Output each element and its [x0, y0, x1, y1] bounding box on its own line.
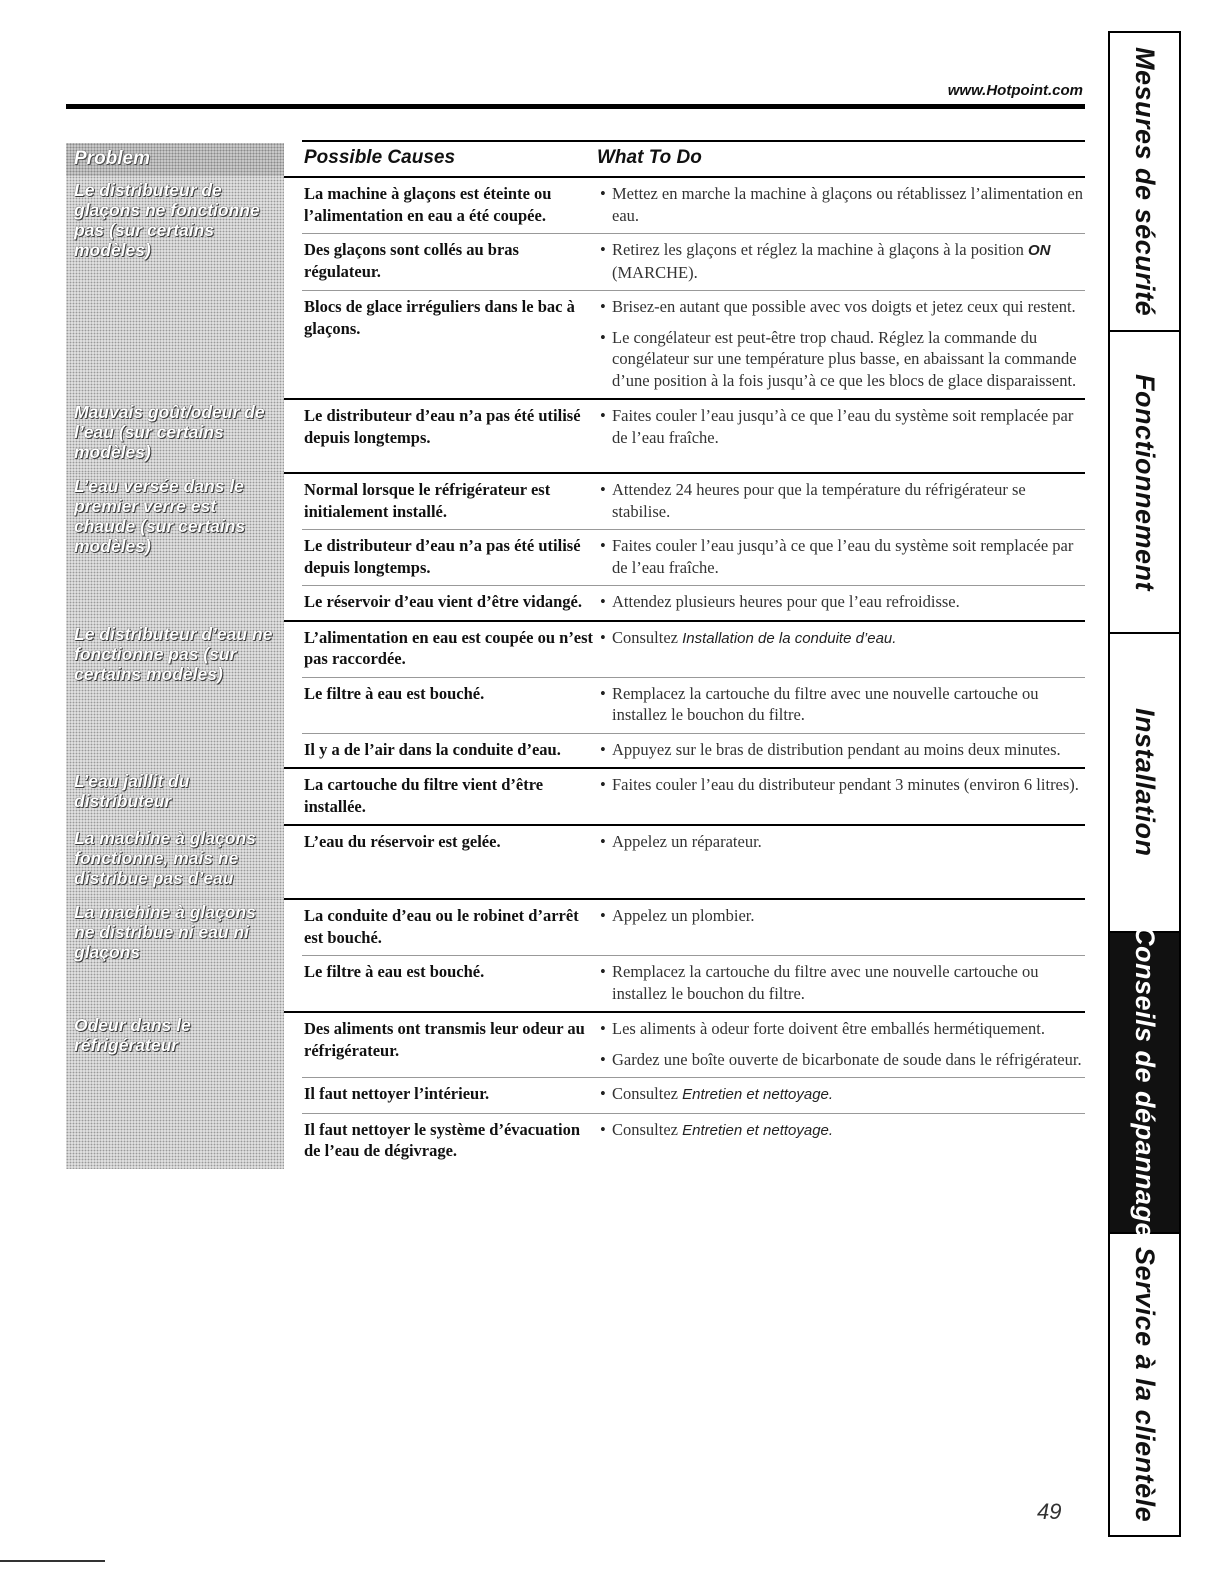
on-setting: ON	[1028, 242, 1051, 259]
todo-cell	[598, 1119, 1085, 1162]
table-row	[302, 1113, 1085, 1169]
footer-rule	[0, 1560, 105, 1562]
problem-group	[66, 1011, 1085, 1169]
tab-mesures-de-securite[interactable]	[1110, 33, 1179, 332]
cause-text: Il faut nettoyer l’intérieur.	[304, 1084, 490, 1103]
cause-text: Il faut nettoyer le système d’évacuation de l’eau de dégivrage.	[304, 1119, 581, 1160]
table-row	[302, 733, 1085, 768]
problem-cell	[66, 898, 284, 1011]
todo-cell	[598, 296, 1085, 391]
problem-cell	[66, 824, 284, 898]
problem-column-header	[66, 143, 284, 176]
troubleshooting-table	[66, 140, 1085, 1169]
problem-cell	[66, 1011, 284, 1169]
tab-conseils-de-depannage[interactable]	[1110, 926, 1179, 1239]
problem-group	[66, 620, 1085, 768]
problem-label: La machine à glaçons fonctionne, mais ne distribue pas d’eau	[74, 828, 256, 888]
problem-header-label: Problem	[74, 148, 151, 169]
todo-cell	[598, 183, 1085, 226]
todo-text: Faites couler l’eau jusqu’à ce que l’eau du système soit remplacée par de l’eau fraîche.	[612, 536, 1074, 577]
top-rule	[66, 104, 1085, 109]
problem-label: La machine à glaçons ne distribue ni eau ni glaçons	[74, 902, 256, 962]
problem-group	[66, 176, 1085, 398]
cause-text: Des glaçons sont collés au bras régulateur.	[304, 240, 519, 281]
table-row	[302, 622, 1085, 677]
page-number: 49	[1037, 1499, 1062, 1524]
todo-column-header: What To Do	[597, 147, 702, 168]
todo-text: Brisez-en autant que possible avec vos doigts et jetez ceux qui restent.	[612, 297, 1076, 316]
problem-group	[66, 898, 1085, 1011]
todo-cell	[598, 405, 1085, 465]
table-row	[302, 900, 1085, 955]
todo-text: Le congélateur est peut-être trop chaud. Réglez la commande du congélateur sur une température plus basse, en abaissant la commande d’une position à la fois jusqu’à ce que les blocs de glace disparaissent.	[612, 327, 1077, 390]
table-row	[302, 677, 1085, 733]
todo-text: Faites couler l’eau jusqu’à ce que l’eau du système soit remplacée par de l’eau fraîche.	[612, 406, 1074, 447]
problem-group	[66, 472, 1085, 620]
problem-group	[66, 767, 1085, 824]
tab-label: Installation	[1130, 708, 1160, 857]
table-row	[302, 178, 1085, 233]
todo-cell	[598, 683, 1085, 726]
cause-text: Normal lorsque le réfrigérateur est initialement installé.	[304, 480, 551, 521]
problem-cell	[66, 176, 284, 398]
todo-text: Retirez les glaçons et réglez la machine à glaçons à la position	[612, 240, 1029, 259]
cause-text: La machine à glaçons est éteinte ou l’alimentation en eau a été coupée.	[304, 184, 552, 225]
table-header	[66, 140, 1085, 176]
todo-text: Appelez un réparateur.	[612, 832, 762, 851]
causes-column-header: Possible Causes	[304, 147, 456, 168]
problem-label: L’eau jaillit du distributeur	[74, 771, 190, 811]
problem-group	[66, 824, 1085, 898]
cause-text: Le filtre à eau est bouché.	[304, 683, 485, 703]
tab-label: Fonctionnement	[1130, 373, 1160, 591]
table-row	[302, 585, 1085, 620]
tab-service-a-la-clientele[interactable]	[1110, 1234, 1179, 1535]
cause-text: Le réservoir d’eau vient d’être vidangé.	[304, 592, 583, 611]
table-row	[302, 400, 1085, 472]
cause-text: Le distributeur d’eau n’a pas été utilisé depuis longtemps.	[304, 536, 581, 577]
problem-label: Odeur dans le réfrigérateur	[74, 1015, 191, 1055]
todo-cell	[598, 239, 1085, 283]
table-row	[302, 826, 1085, 898]
problem-label: L’eau versée dans le premier verre est chaude (sur certains modèles)	[74, 476, 246, 556]
cause-text: La conduite d’eau ou le robinet d’arrêt est bouché.	[304, 906, 579, 947]
problem-cell	[66, 767, 284, 824]
section-reference: Entretien et nettoyage.	[682, 1086, 834, 1103]
todo-text: Attendez 24 heures pour que la température du réfrigérateur se stabilise.	[612, 480, 1026, 521]
todo-text: Gardez une boîte ouverte de bicarbonate de soude dans le réfrigérateur.	[612, 1049, 1082, 1069]
todo-cell	[598, 905, 1085, 948]
tab-installation[interactable]	[1110, 634, 1179, 933]
table-row	[302, 290, 1085, 398]
todo-cell	[598, 831, 1085, 891]
todo-text: Appelez un plombier.	[612, 906, 755, 925]
todo-cell	[598, 627, 1085, 670]
table-row	[302, 769, 1085, 824]
cause-text: Des aliments ont transmis leur odeur au réfrigérateur.	[304, 1019, 585, 1060]
todo-cell	[598, 774, 1085, 817]
todo-text: Consultez	[612, 1084, 683, 1103]
tab-label: Mesures de sécurité	[1130, 46, 1160, 317]
todo-text: Les aliments à odeur forte doivent être emballés hermétiquement.	[612, 1019, 1045, 1038]
todo-cell	[598, 1083, 1085, 1106]
table-row	[302, 233, 1085, 290]
todo-text: (MARCHE).	[612, 262, 698, 282]
todo-cell	[598, 535, 1085, 578]
table-row	[302, 1013, 1085, 1077]
problem-cell	[66, 620, 284, 768]
cause-text: La cartouche du filtre vient d’être installée.	[304, 775, 544, 816]
table-row	[302, 474, 1085, 529]
todo-text: Mettez en marche la machine à glaçons ou rétablissez l’alimentation en eau.	[612, 184, 1083, 225]
todo-text: Appuyez sur le bras de distribution pendant au moins deux minutes.	[612, 739, 1061, 759]
todo-text: Attendez plusieurs heures pour que l’eau refroidisse.	[612, 592, 960, 611]
section-reference: Installation de la conduite d’eau.	[682, 629, 897, 647]
problem-label: Le distributeur d’eau ne fonctionne pas (sur certains modèles)	[74, 623, 273, 684]
tab-label: Service à la clientèle	[1130, 1246, 1160, 1523]
section-reference: Entretien et nettoyage.	[682, 1121, 834, 1139]
tab-fonctionnement[interactable]	[1110, 332, 1179, 634]
problem-label: Mauvais goût/odeur de l’eau (sur certains modèles)	[74, 402, 265, 462]
table-row	[302, 955, 1085, 1011]
header-rule	[302, 140, 1085, 142]
todo-cell	[598, 961, 1085, 1004]
problem-cell	[66, 472, 284, 620]
section-tabs	[1108, 31, 1181, 1537]
website-url: www.Hotpoint.com	[947, 82, 1083, 99]
cause-text: Il y a de l’air dans la conduite d’eau.	[304, 739, 561, 759]
todo-cell	[598, 591, 1085, 613]
problem-group	[66, 398, 1085, 472]
todo-text: Consultez	[612, 627, 683, 647]
cause-text: Blocs de glace irréguliers dans le bac à glaçons.	[304, 297, 575, 338]
cause-text: Le distributeur d’eau n’a pas été utilisé depuis longtemps.	[304, 406, 581, 447]
todo-text: Faites couler l’eau du distributeur pendant 3 minutes (environ 6 litres).	[612, 775, 1079, 794]
cause-text: L’alimentation en eau est coupée ou n’est pas raccordée.	[304, 627, 594, 668]
problem-cell	[66, 398, 284, 472]
todo-cell	[598, 739, 1085, 761]
problem-label: Le distributeur de glaçons ne fonctionne pas (sur certains modèles)	[74, 180, 260, 260]
table-row	[302, 529, 1085, 585]
table-row	[302, 1077, 1085, 1113]
todo-text: Consultez	[612, 1119, 683, 1139]
cause-text: Le filtre à eau est bouché.	[304, 962, 485, 981]
tab-label: Conseils de dépannage	[1130, 926, 1160, 1239]
todo-text: Remplacez la cartouche du filtre avec une nouvelle cartouche ou installez le bouchon du filtre.	[612, 962, 1039, 1003]
todo-cell	[598, 1018, 1085, 1070]
todo-text: Remplacez la cartouche du filtre avec une nouvelle cartouche ou installez le bouchon du filtre.	[612, 683, 1039, 724]
cause-text: L’eau du réservoir est gelée.	[304, 832, 501, 851]
todo-cell	[598, 479, 1085, 522]
